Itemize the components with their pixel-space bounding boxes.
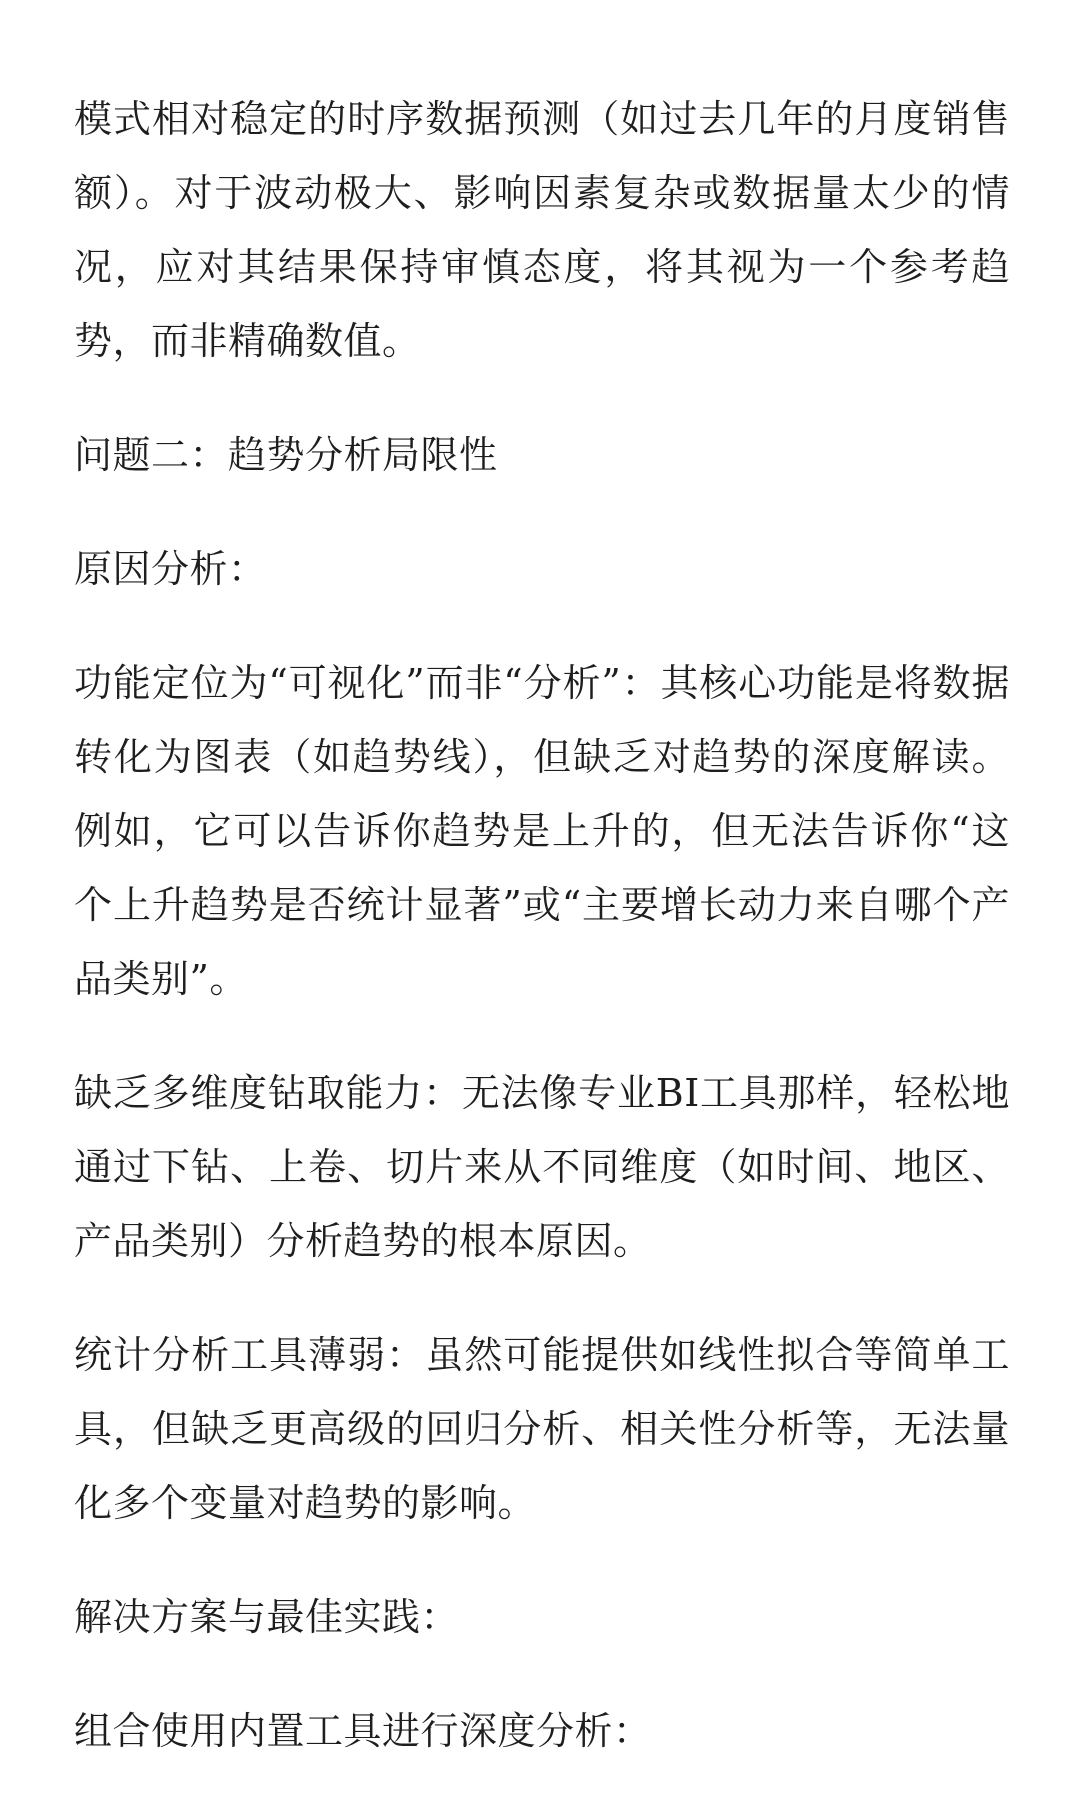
drilldown-paragraph: 缺乏多维度钻取能力：无法像专业BI工具那样，轻松地通过下钻、上卷、切片来从不同维度（如时间、地区、产品类别）分析趋势的根本原因。 (74, 1071, 1010, 1263)
solution-heading: 解决方案与最佳实践： (74, 1595, 460, 1639)
problem-2-heading: 问题二：趋势分析局限性 (74, 433, 498, 477)
statistics-paragraph: 统计分析工具薄弱：虽然可能提供如线性拟合等简单工具，但缺乏更高级的回归分析、相关性分析等，无法量化多个变量对趋势的影响。 (74, 1333, 1010, 1525)
combine-tools-heading: 组合使用内置工具进行深度分析： (74, 1709, 652, 1753)
intro-paragraph: 模式相对稳定的时序数据预测（如过去几年的月度销售额）。对于波动极大、影响因素复杂或数据量太少的情况，应对其结果保持审慎态度，将其视为一个参考趋势，而非精确数值。 (74, 97, 1010, 363)
cause-analysis-heading: 原因分析： (74, 547, 267, 591)
positioning-paragraph: 功能定位为“可视化”而非“分析”：其核心功能是将数据转化为图表（如趋势线），但缺乏对趋势的深度解读。例如，它可以告诉你趋势是上升的，但无法告诉你“这个上升趋势是否统计显著”或“主要增长动力来自哪个产品类别”。 (74, 661, 1010, 1001)
